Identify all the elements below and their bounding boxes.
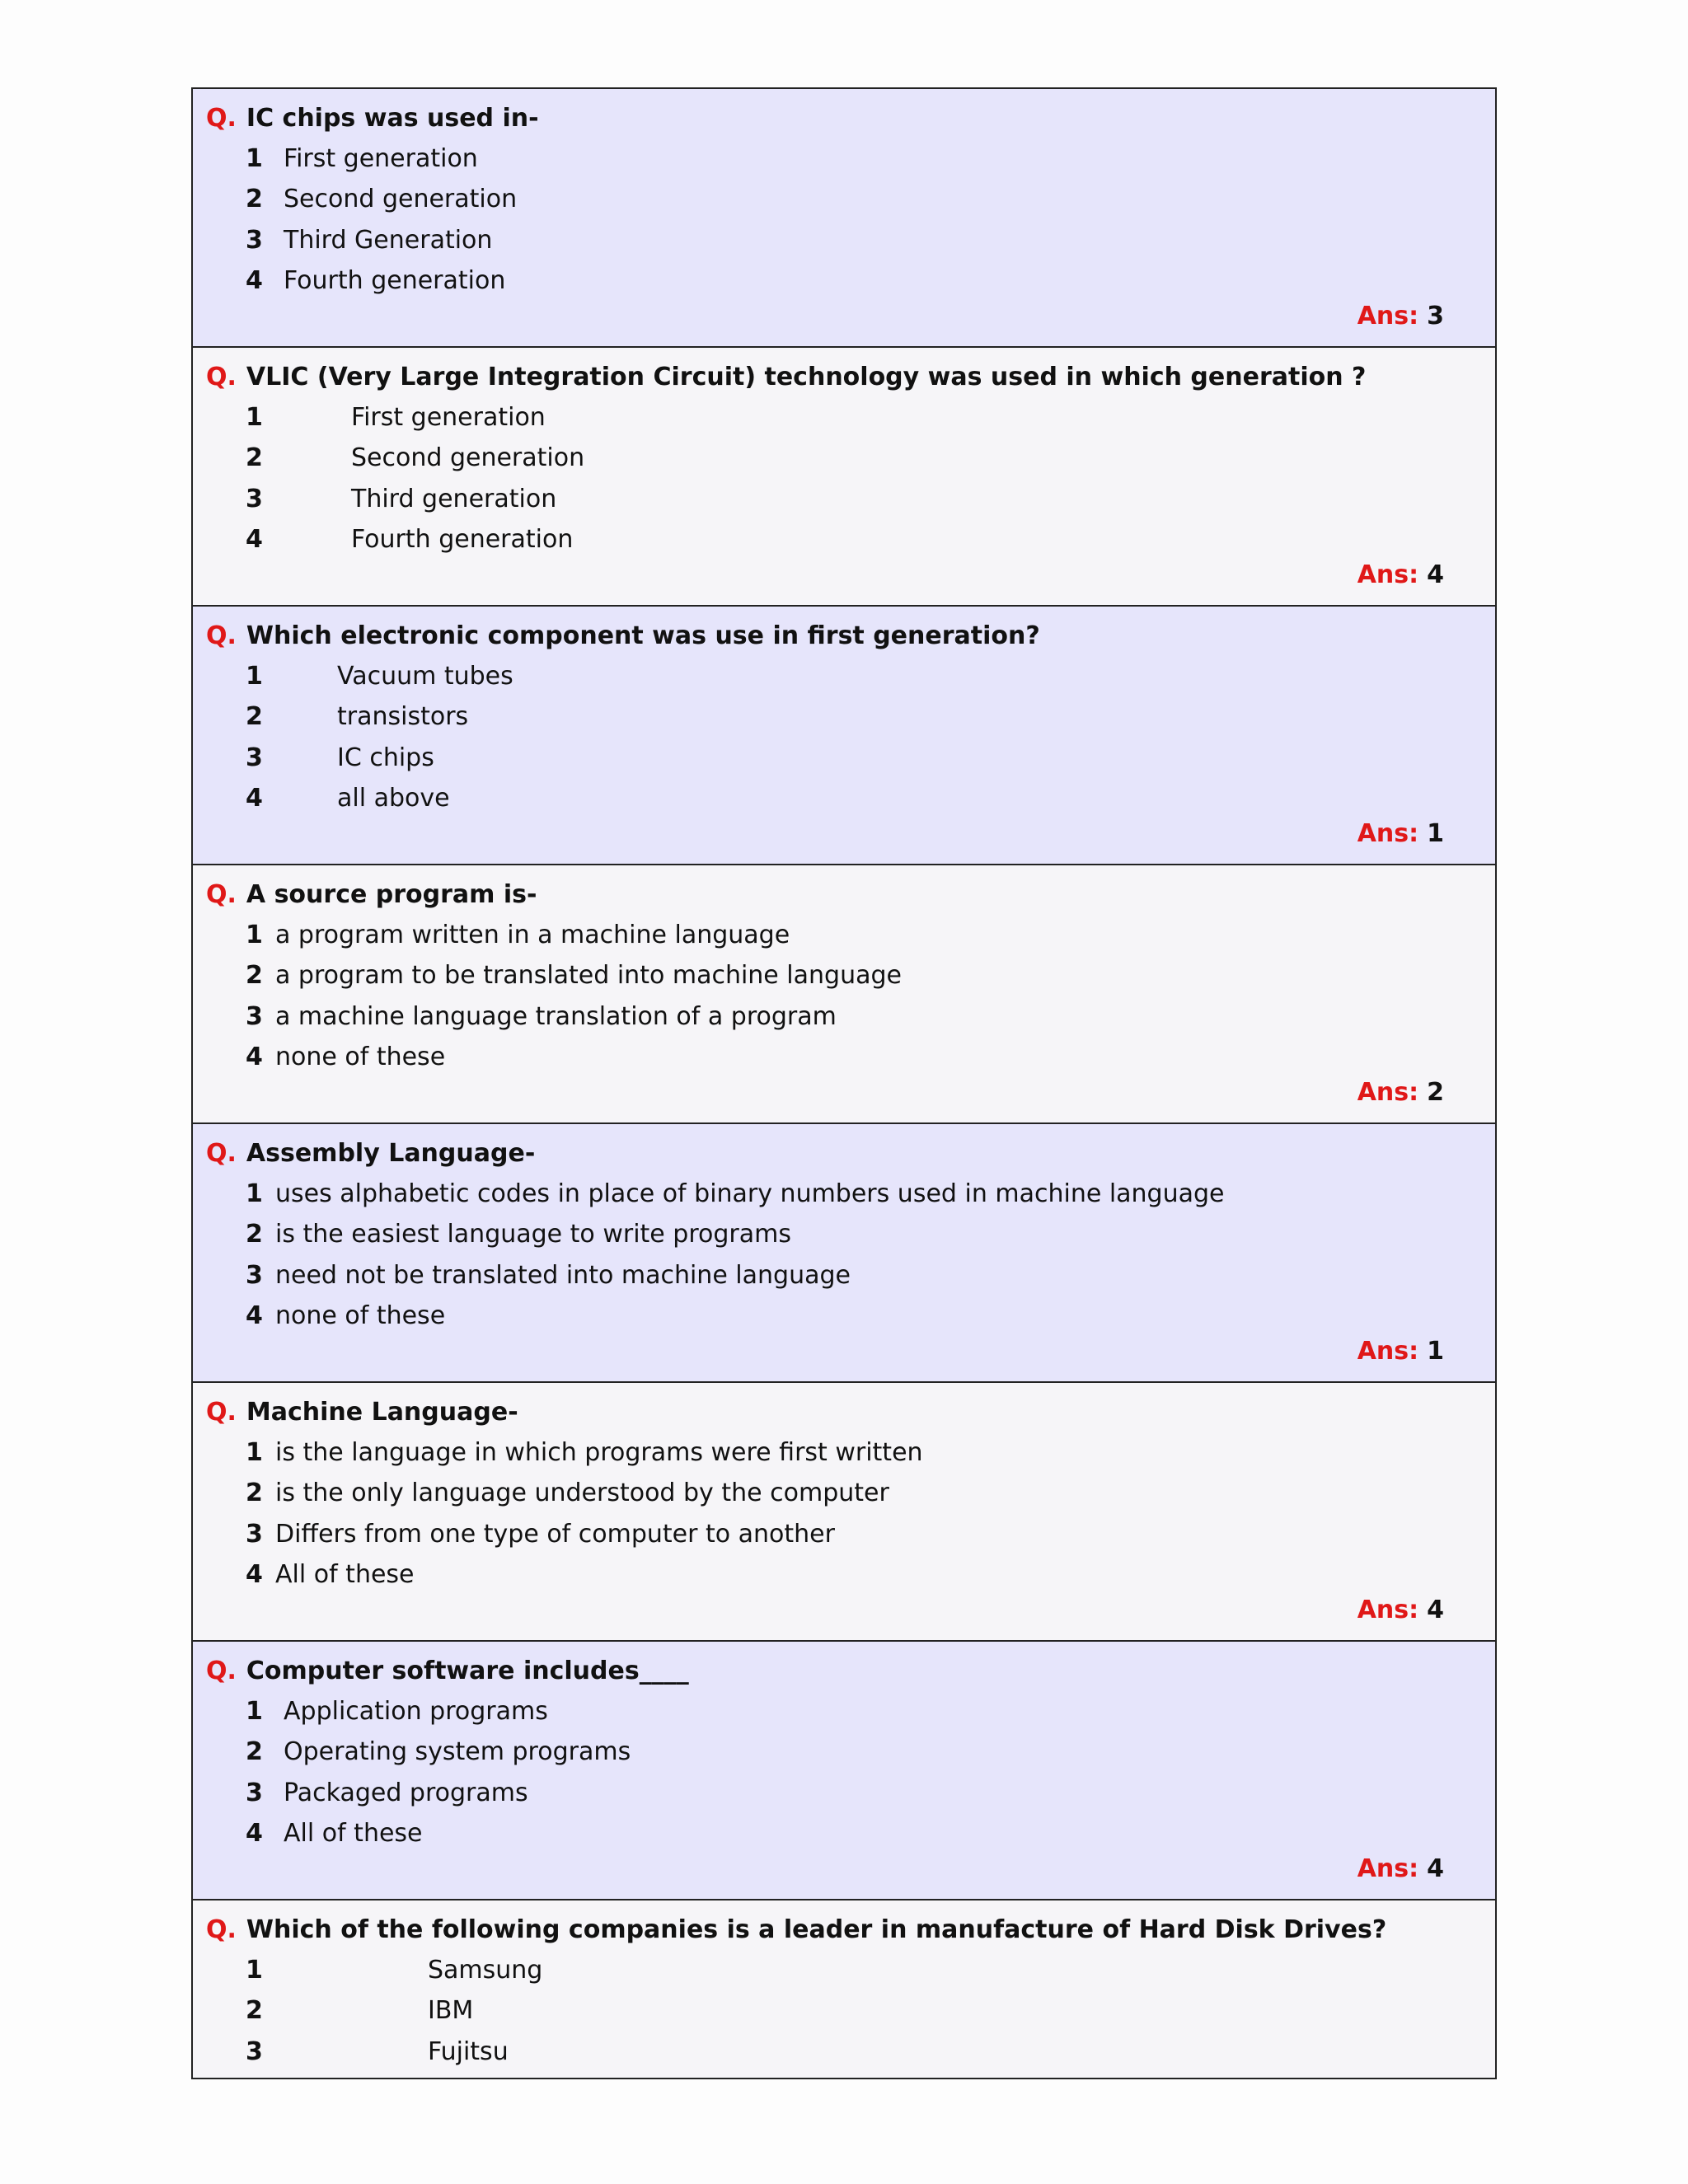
question-text: Assembly Language- [246, 1139, 536, 1168]
option-number: 2 [246, 1996, 263, 2026]
option-item [206, 1557, 1495, 1597]
option-item [206, 1258, 1495, 1298]
answer [1357, 1075, 1444, 1111]
option-item [206, 440, 1495, 480]
answer-value: 1 [1427, 1337, 1444, 1366]
question-text: Computer software includes____ [246, 1657, 689, 1685]
option-item [206, 1298, 1495, 1338]
answer [1357, 1592, 1444, 1629]
option-text: Second generation [351, 443, 585, 473]
option-text: transistors [337, 702, 469, 732]
question-line [206, 1653, 1495, 1694]
option-item [206, 400, 1495, 440]
option-text: all above [337, 783, 450, 813]
option-number: 3 [246, 1778, 263, 1807]
option-number: 3 [246, 484, 263, 513]
option-number: 2 [246, 1737, 263, 1767]
option-item [206, 1694, 1495, 1734]
question-card [193, 1642, 1495, 1900]
option-text: a machine language translation of a program [275, 1001, 837, 1031]
option-number: 4 [246, 265, 263, 295]
option-item [206, 780, 1495, 821]
option-text: Third Generation [284, 225, 493, 255]
question-marker: Q. [206, 621, 237, 650]
option-text: is the only language understood by the computer [275, 1479, 889, 1508]
answer-value: 4 [1427, 560, 1444, 589]
question-line [206, 101, 1495, 141]
question-text: Machine Language- [246, 1398, 518, 1427]
option-text: Third generation [351, 484, 557, 513]
answer-value: 3 [1427, 302, 1444, 330]
option-text: none of these [275, 1301, 446, 1330]
question-card [193, 1900, 1495, 2078]
option-number: 4 [246, 524, 263, 554]
option-number: 1 [246, 1179, 263, 1208]
answer-label: Ans: [1357, 1337, 1419, 1366]
question-marker: Q. [206, 363, 237, 391]
option-number: 2 [246, 1220, 263, 1249]
option-item [206, 1775, 1495, 1816]
option-item [206, 2034, 1495, 2074]
answer-value: 4 [1427, 1854, 1444, 1883]
question-card [193, 865, 1495, 1124]
option-text: Samsung [428, 1956, 543, 1985]
option-item [206, 223, 1495, 263]
option-number: 3 [246, 743, 263, 772]
question-line [206, 618, 1495, 658]
option-item [206, 1516, 1495, 1557]
question-card [193, 348, 1495, 607]
option-text: Application programs [284, 1697, 548, 1726]
question-line [206, 359, 1495, 400]
option-number: 4 [246, 1559, 263, 1589]
option-item [206, 999, 1495, 1039]
option-text: a program written in a machine language [275, 921, 790, 949]
option-item [206, 740, 1495, 780]
option-text: need not be translated into machine language [275, 1260, 851, 1290]
question-list [191, 87, 1497, 2079]
option-item [206, 1435, 1495, 1475]
answer [1357, 298, 1444, 335]
option-item [206, 263, 1495, 303]
option-text: Second generation [284, 185, 518, 214]
option-text: First generation [351, 403, 546, 432]
answer [1357, 557, 1444, 593]
option-item [206, 141, 1495, 181]
question-line [206, 1136, 1495, 1176]
option-text: Operating system programs [284, 1737, 631, 1767]
answer-label: Ans: [1357, 1854, 1419, 1883]
option-text: a program to be translated into machine language [275, 961, 902, 991]
option-number: 1 [246, 1956, 263, 1985]
option-text: Fourth generation [351, 524, 574, 554]
option-text: none of these [275, 1042, 446, 1071]
option-item [206, 1216, 1495, 1257]
question-text: VLIC (Very Large Integration Circuit) technology was used in which generation ? [246, 363, 1367, 391]
question-text: A source program is- [246, 880, 537, 909]
option-item [206, 699, 1495, 739]
option-number: 1 [246, 403, 263, 432]
option-item [206, 1475, 1495, 1516]
option-item [206, 1039, 1495, 1080]
answer-label: Ans: [1357, 819, 1419, 848]
option-text: IBM [428, 1996, 474, 2026]
option-number: 1 [246, 921, 263, 949]
option-item [206, 181, 1495, 222]
option-item [206, 1993, 1495, 2033]
answer-value: 1 [1427, 819, 1444, 848]
option-number: 1 [246, 1697, 263, 1726]
option-text: All of these [284, 1818, 423, 1848]
answer-label: Ans: [1357, 302, 1419, 330]
option-number: 3 [246, 225, 263, 255]
answer-label: Ans: [1357, 1078, 1419, 1107]
question-marker: Q. [206, 1915, 237, 1944]
option-number: 3 [246, 1519, 263, 1549]
option-number: 1 [246, 144, 263, 173]
option-item [206, 1952, 1495, 1993]
option-item [206, 958, 1495, 998]
option-item [206, 481, 1495, 522]
option-text: Fujitsu [428, 2036, 509, 2066]
option-text: All of these [275, 1559, 415, 1589]
question-marker: Q. [206, 1657, 237, 1685]
option-text: is the easiest language to write programs [275, 1220, 791, 1249]
question-text: Which electronic component was use in first generation? [246, 621, 1040, 650]
option-text: is the language in which programs were first written [275, 1438, 923, 1467]
option-text: Packaged programs [284, 1778, 528, 1807]
question-card [193, 1383, 1495, 1642]
answer-label: Ans: [1357, 560, 1419, 589]
answer-value: 2 [1427, 1078, 1444, 1107]
option-text: Vacuum tubes [337, 662, 513, 691]
question-text: IC chips was used in- [246, 104, 539, 133]
question-marker: Q. [206, 1139, 237, 1168]
question-card [193, 607, 1495, 865]
option-item [206, 522, 1495, 562]
question-line [206, 877, 1495, 917]
question-card [193, 89, 1495, 348]
option-number: 2 [246, 702, 263, 732]
option-number: 2 [246, 443, 263, 473]
option-item [206, 658, 1495, 699]
question-line [206, 1912, 1495, 1952]
option-text: IC chips [337, 743, 434, 772]
option-number: 3 [246, 1001, 263, 1031]
answer-value: 4 [1427, 1596, 1444, 1624]
question-card [193, 1124, 1495, 1383]
option-number: 4 [246, 1818, 263, 1848]
option-number: 1 [246, 662, 263, 691]
option-item [206, 917, 1495, 958]
answer [1357, 1851, 1444, 1887]
option-number: 3 [246, 1260, 263, 1290]
option-number: 4 [246, 1301, 263, 1330]
option-text: Differs from one type of computer to another [275, 1519, 835, 1549]
option-number: 4 [246, 783, 263, 813]
option-text: uses alphabetic codes in place of binary numbers used in machine language [275, 1179, 1225, 1208]
question-marker: Q. [206, 1398, 237, 1427]
option-number: 2 [246, 185, 263, 214]
option-item [206, 1734, 1495, 1774]
option-item [206, 1816, 1495, 1856]
option-text: Fourth generation [284, 265, 506, 295]
answer [1357, 816, 1444, 852]
question-marker: Q. [206, 104, 237, 133]
option-text: First generation [284, 144, 478, 173]
question-text: Which of the following companies is a leader in manufacture of Hard Disk Drives? [246, 1915, 1387, 1944]
question-marker: Q. [206, 880, 237, 909]
option-number: 2 [246, 961, 263, 991]
option-number: 1 [246, 1438, 263, 1467]
question-line [206, 1394, 1495, 1435]
option-item [206, 1176, 1495, 1216]
option-number: 2 [246, 1479, 263, 1508]
answer-label: Ans: [1357, 1596, 1419, 1624]
option-number: 4 [246, 1042, 263, 1071]
option-number: 3 [246, 2036, 263, 2066]
answer [1357, 1333, 1444, 1370]
